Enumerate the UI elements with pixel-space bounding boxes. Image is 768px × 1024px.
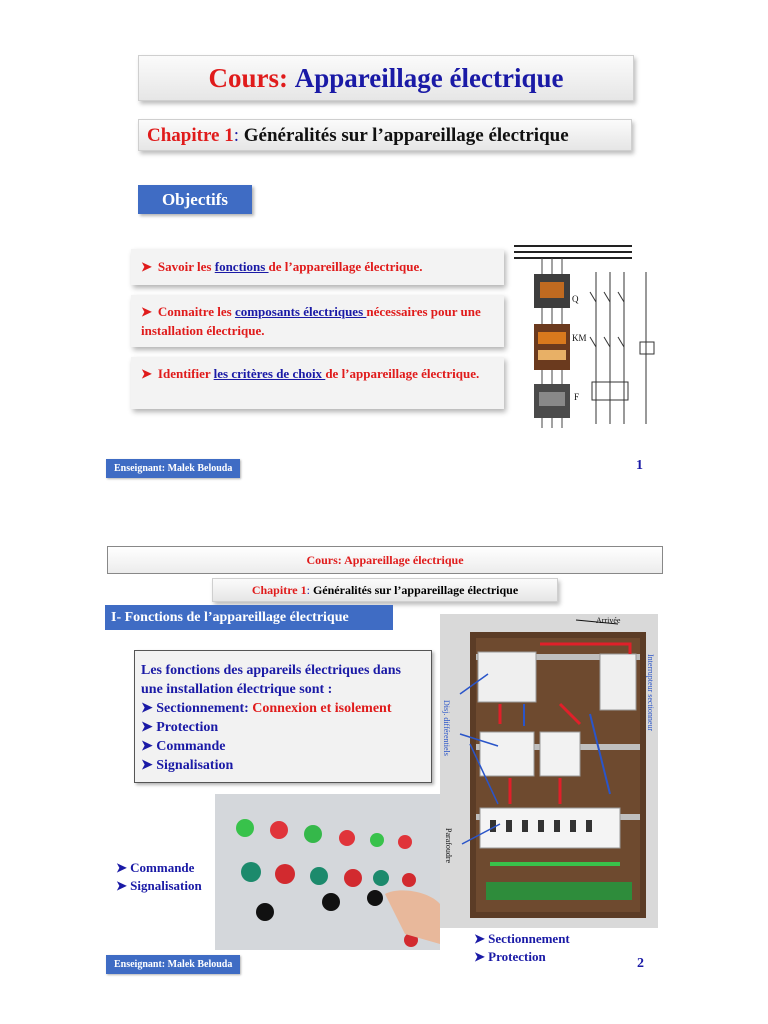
- function-item: [141, 718, 431, 737]
- chapter-main: Généralités sur l’appareillage électrique: [243, 125, 569, 146]
- arrow-icon: ➤: [141, 720, 153, 735]
- label-q: Q: [572, 294, 579, 304]
- bottom-list-label: Protection: [488, 949, 546, 964]
- page1-number: 1: [636, 458, 643, 473]
- obj3-link: les critères de choix: [213, 366, 326, 381]
- bottom-list-item: [474, 930, 570, 948]
- obj1-pre: Savoir les: [157, 259, 215, 274]
- page2-chapter-main: Généralités sur l’appareillage électrique: [312, 583, 519, 597]
- function-label: Sectionnement:: [156, 701, 249, 716]
- obj1-link: fonctions: [214, 259, 269, 274]
- label-f: F: [574, 392, 580, 402]
- objectifs-label: Objectifs: [138, 185, 252, 214]
- section-title: I- Fonctions de l’appareillage électrique: [105, 605, 393, 630]
- function-item: [141, 756, 431, 775]
- control-panel-photo: [215, 794, 440, 950]
- page2-chapter-banner: [212, 578, 558, 602]
- label-parafoudre: Parafoudre: [444, 828, 453, 864]
- left-list-label: Commande: [130, 860, 195, 875]
- objective-box-1: [131, 249, 504, 285]
- title-main: Appareillage électrique: [294, 63, 564, 93]
- page2-chapter-sep: :: [306, 583, 310, 597]
- title-prefix: Cours:: [208, 63, 289, 93]
- label-disj: Disj. différentiels: [442, 700, 451, 756]
- page2-chapter-prefix: Chapitre 1: [251, 583, 307, 597]
- label-km: KM: [572, 333, 587, 343]
- arrow-icon: ➤: [474, 931, 485, 946]
- bottom-list: [474, 930, 570, 966]
- arrow-icon: ➤: [141, 259, 152, 274]
- page2-footer: Enseignant: Malek Belouda: [106, 955, 240, 974]
- function-label: Signalisation: [156, 758, 234, 773]
- objective-box-3: [131, 357, 504, 409]
- obj2-link: composants électriques: [234, 304, 367, 319]
- page2-header-text: Cours: Appareillage électrique: [306, 553, 464, 567]
- obj2-post: nécessaires pour une installation électrique.: [141, 304, 481, 338]
- arrow-icon: ➤: [141, 739, 153, 754]
- function-extra: Connexion et isolement: [252, 701, 392, 716]
- objective-box-2: [131, 295, 504, 347]
- board-illustration: [440, 614, 658, 928]
- page2-number: 2: [637, 956, 644, 971]
- function-item: [141, 737, 431, 756]
- left-list-item: [116, 859, 202, 877]
- functions-intro: Les fonctions des appareils électriques dans une installation électrique sont :: [141, 663, 401, 697]
- arrow-icon: ➤: [474, 949, 485, 964]
- chapter-sep: :: [233, 125, 240, 146]
- page1-footer: Enseignant: Malek Belouda: [106, 459, 240, 478]
- page2-header: [107, 546, 663, 574]
- chapter-prefix: Chapitre 1: [147, 125, 234, 146]
- left-list: [116, 859, 202, 895]
- function-label: Protection: [156, 720, 219, 735]
- function-item: [141, 699, 431, 718]
- page1-title-banner: [138, 55, 634, 101]
- arrow-icon: ➤: [141, 758, 153, 773]
- bottom-list-item: [474, 948, 570, 966]
- arrow-icon: ➤: [141, 304, 152, 319]
- functions-box: [134, 650, 432, 783]
- distribution-board-photo: [440, 614, 658, 928]
- left-list-label: Signalisation: [130, 878, 202, 893]
- obj1-post: de l’appareillage électrique.: [268, 259, 423, 274]
- panel-illustration: [215, 794, 440, 950]
- page1-chapter-banner: [138, 119, 632, 151]
- left-list-item: [116, 877, 202, 895]
- arrow-icon: ➤: [141, 366, 152, 381]
- contactor-schematic: [512, 242, 662, 430]
- obj2-pre: Connaitre les: [157, 304, 235, 319]
- label-arrivee: Arrivée: [596, 616, 621, 625]
- arrow-icon: ➤: [116, 878, 127, 893]
- arrow-icon: ➤: [116, 860, 127, 875]
- arrow-icon: ➤: [141, 701, 153, 716]
- label-interrupteur: Interrupteur sectionneur: [646, 654, 655, 732]
- function-label: Commande: [156, 739, 226, 754]
- bottom-list-label: Sectionnement: [488, 931, 570, 946]
- obj3-pre: Identifier: [157, 366, 214, 381]
- obj3-post: de l’appareillage électrique.: [325, 366, 480, 381]
